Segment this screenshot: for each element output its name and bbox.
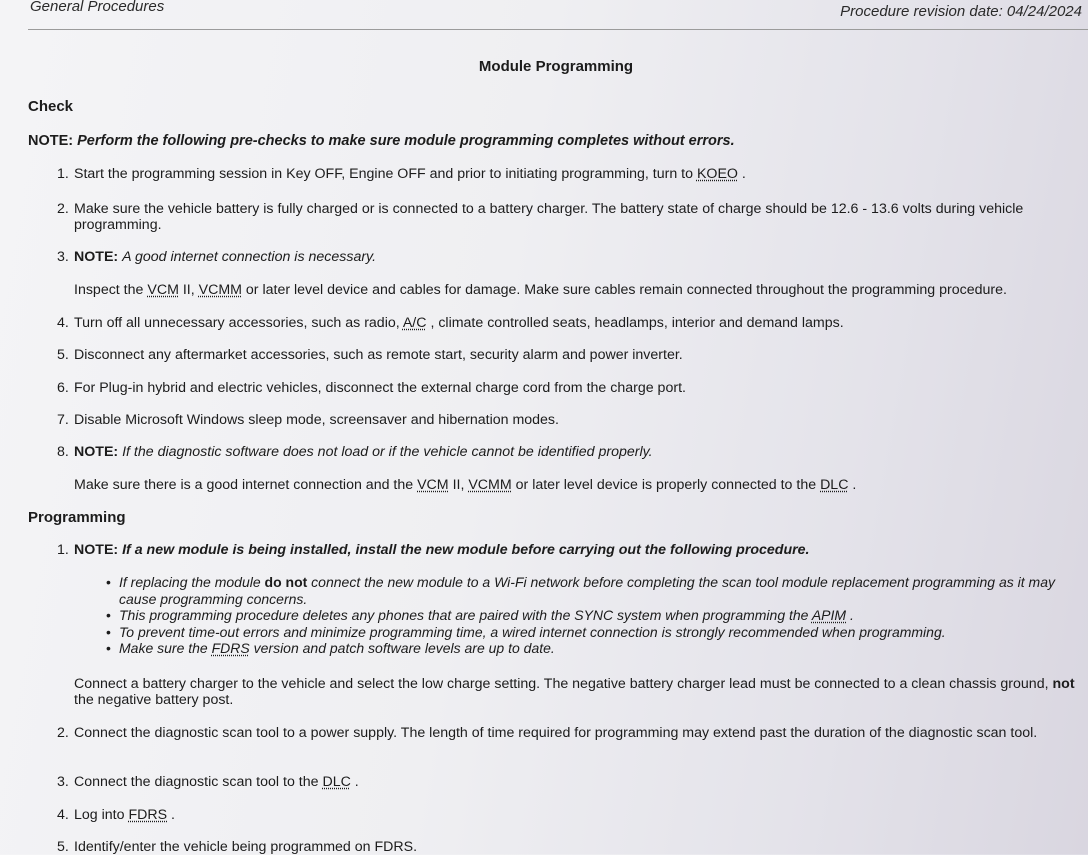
fdrs-link[interactable]: FDRS — [211, 640, 250, 656]
programming-heading: Programming — [28, 509, 126, 526]
vcm-link[interactable]: VCM — [417, 477, 449, 493]
note-bullet-list — [104, 574, 1074, 657]
koeo-link[interactable]: KOEO — [696, 166, 738, 182]
bullet-item: • If replacing the module do not connect the new module to a Wi-Fi network before completing the scan tool module replacement programming as it may cause programming concerns. — [106, 574, 1055, 607]
list-item — [57, 725, 1077, 741]
list-item — [57, 412, 1077, 428]
note-label: NOTE: — [74, 444, 119, 460]
note-label: NOTE: — [28, 133, 74, 149]
vcmm-link[interactable]: VCMM — [468, 477, 512, 493]
header-divider — [28, 29, 1088, 30]
list-item — [57, 542, 1077, 558]
section-name: General Procedures — [30, 0, 165, 15]
item-text: Connect the diagnostic scan tool to the DLC . — [74, 774, 359, 790]
item-number: 8. — [57, 444, 69, 460]
item-note — [74, 542, 1077, 558]
list-item — [57, 380, 1077, 396]
page-header — [0, 0, 1088, 32]
item-number: 3. — [57, 249, 69, 265]
note-label: NOTE: — [74, 542, 119, 558]
item-note — [74, 249, 1077, 265]
item-text: Disconnect any aftermarket accessories, such as remote start, security alarm and power inverter. — [74, 347, 683, 363]
bullet-icon: • — [106, 640, 111, 656]
item-substep: Inspect the VCM II, VCMM or later level device and cables for damage. Make sure cables remain connected throughout the programming procedure. — [74, 282, 1007, 298]
item-text: Turn off all unnecessary accessories, such as radio, A/C , climate controlled seats, headlamps, interior and demand lamps. — [74, 315, 844, 331]
item-number: 7. — [57, 412, 69, 428]
note-text: Perform the following pre-checks to make sure module programming completes without errors. — [77, 133, 735, 149]
note-text: If a new module is being installed, install the new module before carrying out the following procedure. — [122, 542, 810, 558]
note-text: If the diagnostic software does not load or if the vehicle cannot be identified properly. — [122, 444, 653, 460]
vcm-link[interactable]: VCM — [147, 282, 179, 298]
note-label: NOTE: — [74, 249, 119, 265]
item-substep: Connect a battery charger to the vehicle and select the low charge setting. The negative battery charger lead must be connected to a clean chassis ground, not the negative battery post. — [74, 676, 1075, 708]
list-item — [57, 249, 1077, 265]
fdrs-link[interactable]: FDRS — [128, 807, 168, 823]
bullet-item: • To prevent time-out errors and minimize programming time, a wired internet connection is strongly recommended when programming. — [106, 623, 946, 640]
item-number: 1. — [57, 542, 69, 558]
list-item — [57, 774, 1077, 790]
item-number: 6. — [57, 380, 69, 396]
item-substep: Make sure there is a good internet connection and the VCM II, VCMM or later level device is properly connected to the DLC . — [74, 477, 857, 493]
item-text: Start the programming session in Key OFF, Engine OFF and prior to initiating programming, turn to KOEO . — [74, 166, 746, 182]
item-number: 5. — [57, 347, 69, 363]
list-item — [57, 201, 1077, 233]
item-text: Connect the diagnostic scan tool to a power supply. The length of time required for programming may extend past the duration of the diagnostic scan tool. — [74, 725, 1038, 741]
item-number: 4. — [57, 807, 69, 823]
check-heading: Check — [28, 98, 74, 115]
bullet-icon: • — [106, 574, 111, 590]
item-text: Disable Microsoft Windows sleep mode, screensaver and hibernation modes. — [74, 412, 559, 428]
item-number: 5. — [57, 839, 69, 855]
item-text: For Plug-in hybrid and electric vehicles, disconnect the external charge cord from the charge port. — [74, 380, 686, 396]
vcmm-link[interactable]: VCMM — [198, 282, 242, 298]
revision-date: Procedure revision date: 04/24/2024 — [840, 3, 1082, 20]
item-text: Identify/enter the vehicle being programmed on FDRS. — [74, 839, 418, 855]
list-item — [57, 347, 1077, 363]
item-number: 4. — [57, 315, 69, 331]
bullet-icon: • — [106, 607, 111, 623]
apim-link[interactable]: APIM — [811, 607, 847, 623]
dlc-link[interactable]: DLC — [820, 477, 849, 493]
item-number: 3. — [57, 774, 69, 790]
bullet-icon: • — [106, 623, 111, 640]
item-number: 2. — [57, 201, 69, 217]
item-note — [74, 444, 1077, 460]
item-text: Make sure the vehicle battery is fully charged or is connected to a battery charger. The battery state of charge should be 12.6 - 13.6 volts during vehicle programming. — [74, 201, 1024, 233]
item-number: 2. — [57, 725, 69, 741]
list-item — [57, 166, 1077, 182]
list-item — [57, 444, 1077, 460]
bullet-item: • This programming procedure deletes any phones that are paired with the SYNC system when programming the APIM . — [106, 607, 854, 623]
dlc-link[interactable]: DLC — [322, 774, 351, 790]
note-text: A good internet connection is necessary. — [122, 249, 377, 265]
page-title: Module Programming — [478, 58, 634, 75]
list-item — [57, 839, 1077, 855]
list-item — [57, 807, 1077, 823]
check-note — [28, 133, 735, 149]
ac-link[interactable]: A/C — [402, 315, 427, 331]
bullet-item: • Make sure the FDRS version and patch software levels are up to date. — [106, 640, 555, 656]
item-text: Log into FDRS . — [74, 807, 175, 823]
list-item — [57, 315, 1077, 331]
item-number: 1. — [57, 166, 69, 182]
